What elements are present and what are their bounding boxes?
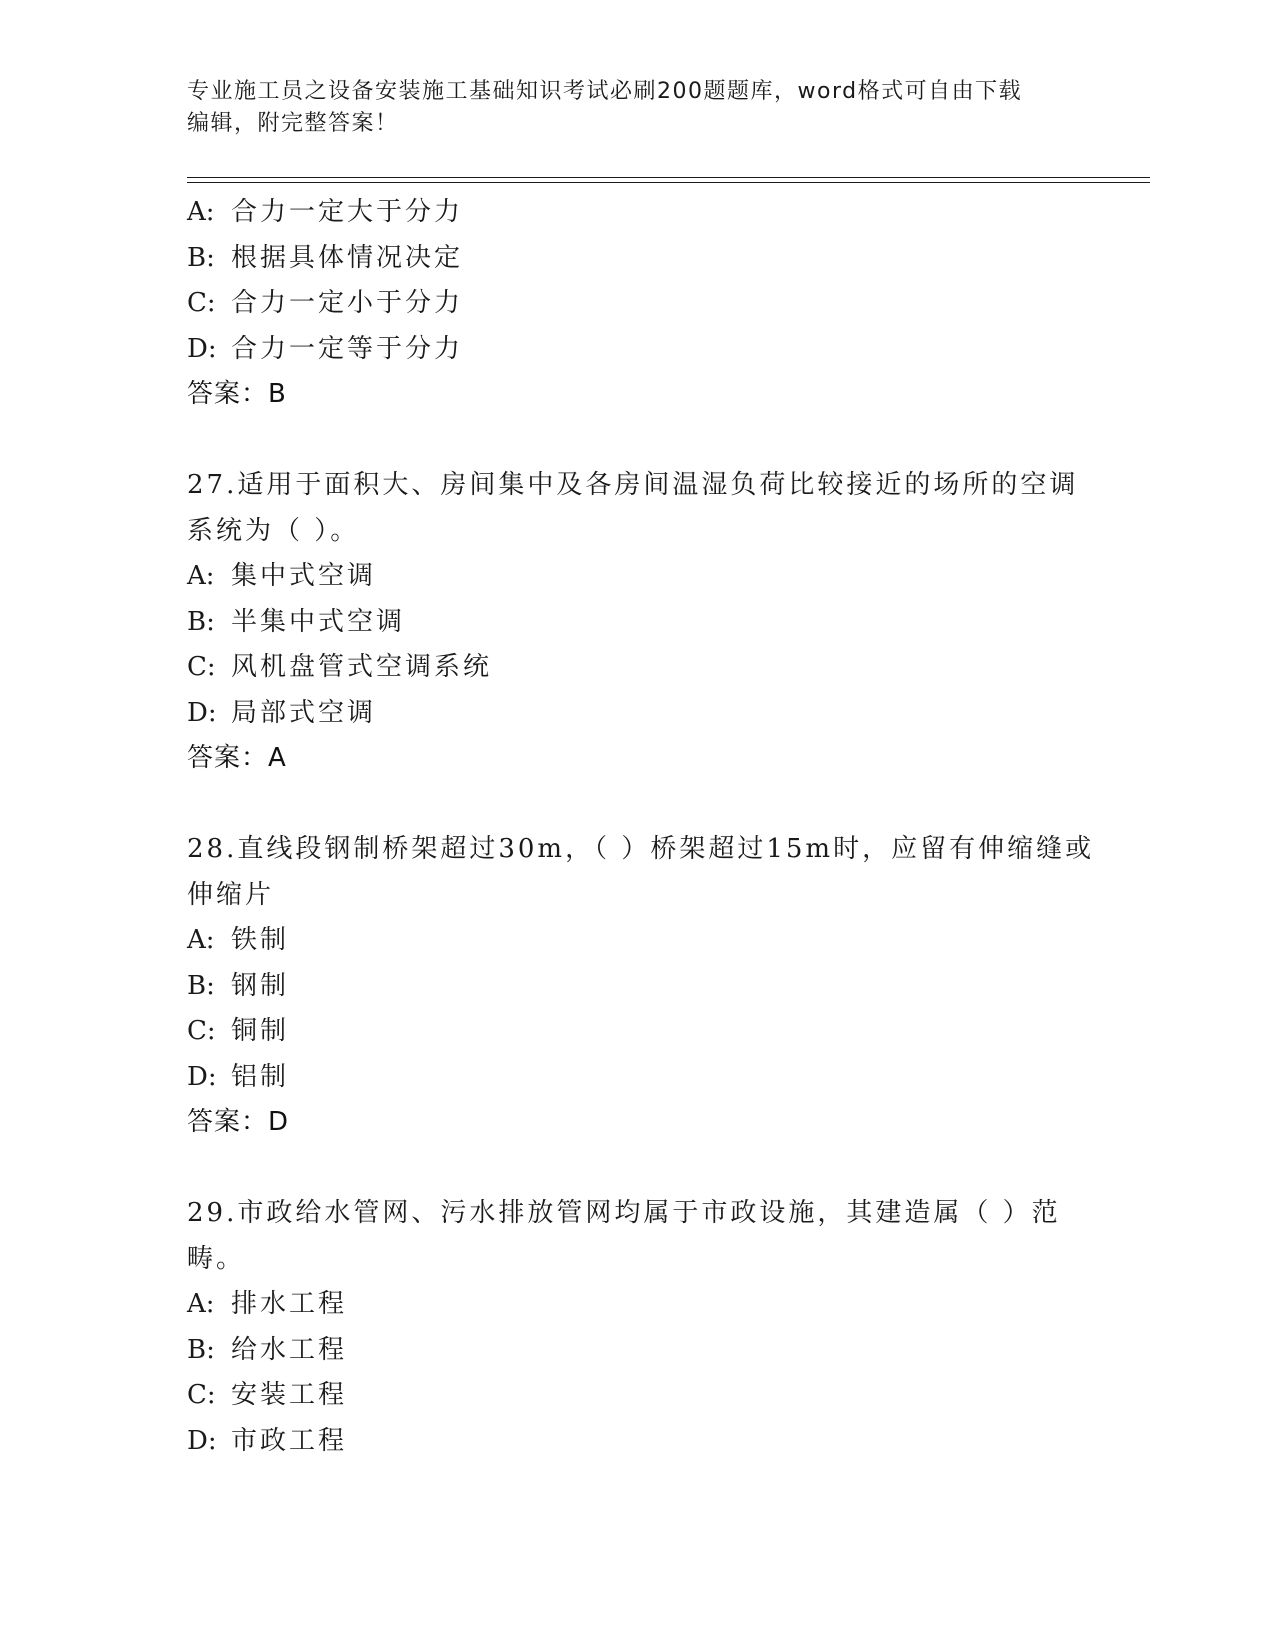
option-b bbox=[187, 964, 1107, 1010]
option-text: 市政工程 bbox=[231, 1425, 348, 1456]
option-c bbox=[187, 645, 1107, 691]
option-c bbox=[187, 1009, 1107, 1055]
option-letter: C: bbox=[187, 288, 216, 318]
option-letter: D: bbox=[187, 1061, 217, 1092]
spacer bbox=[187, 1146, 1107, 1192]
option-a bbox=[187, 190, 1107, 236]
option-b bbox=[187, 600, 1107, 646]
option-d bbox=[187, 691, 1107, 737]
option-letter: B: bbox=[187, 606, 215, 637]
option-letter: C: bbox=[187, 1380, 216, 1410]
header-line-1: 专业施工员之设备安装施工基础知识考试必刷200题题库，word格式可自由下载 bbox=[187, 79, 1023, 104]
spacer bbox=[187, 418, 1107, 464]
option-text: 半集中式空调 bbox=[231, 606, 406, 637]
question-26 bbox=[187, 190, 1107, 418]
option-b bbox=[187, 236, 1107, 282]
question-stem-line-1: 28.直线段钢制桥架超过30m，（ ）桥架超过15m时，应留有伸缩缝或 bbox=[187, 834, 1095, 864]
option-letter: D: bbox=[187, 333, 217, 364]
answer-line: 答案：B bbox=[187, 379, 287, 409]
question-stem-line-1: 29.市政给水管网、污水排放管网均属于市政设施，其建造属（ ）范 bbox=[187, 1198, 1061, 1228]
spacer bbox=[187, 782, 1107, 828]
question-stem-line-1: 27.适用于面积大、房间集中及各房间温湿负荷比较接近的场所的空调 bbox=[187, 470, 1079, 500]
question-29 bbox=[187, 1191, 1107, 1464]
header-line-2: 编辑，附完整答案！ bbox=[187, 111, 399, 136]
option-letter: D: bbox=[187, 697, 217, 728]
option-text: 合力一定小于分力 bbox=[231, 288, 464, 318]
option-text: 合力一定大于分力 bbox=[231, 197, 464, 227]
option-a bbox=[187, 554, 1107, 600]
option-letter: D: bbox=[187, 1425, 217, 1456]
option-text: 局部式空调 bbox=[231, 697, 377, 728]
option-letter: A: bbox=[187, 925, 215, 955]
option-letter: C: bbox=[187, 652, 216, 682]
answer-line: 答案：D bbox=[187, 1107, 290, 1137]
question-stem-line-2: 畴。 bbox=[187, 1243, 246, 1274]
option-text: 钢制 bbox=[231, 970, 290, 1001]
option-c bbox=[187, 1373, 1107, 1419]
option-text: 安装工程 bbox=[231, 1380, 348, 1410]
header-rule-top bbox=[187, 177, 1150, 178]
option-letter: B: bbox=[187, 242, 215, 273]
option-letter: A: bbox=[187, 561, 215, 591]
option-text: 铝制 bbox=[231, 1061, 290, 1092]
answer-line: 答案：A bbox=[187, 743, 287, 773]
option-text: 集中式空调 bbox=[231, 561, 377, 591]
option-letter: A: bbox=[187, 1289, 215, 1319]
option-letter: B: bbox=[187, 970, 215, 1001]
option-d bbox=[187, 327, 1107, 373]
option-text: 合力一定等于分力 bbox=[231, 333, 464, 364]
option-text: 排水工程 bbox=[231, 1289, 348, 1319]
document-header bbox=[187, 76, 1067, 140]
option-text: 给水工程 bbox=[231, 1334, 348, 1365]
question-27 bbox=[187, 463, 1107, 782]
option-letter: C: bbox=[187, 1016, 216, 1046]
option-d bbox=[187, 1419, 1107, 1465]
option-a bbox=[187, 918, 1107, 964]
question-28 bbox=[187, 827, 1107, 1146]
option-letter: A: bbox=[187, 197, 215, 227]
option-text: 根据具体情况决定 bbox=[231, 242, 464, 273]
header-rule-bottom bbox=[187, 182, 1150, 183]
option-text: 铜制 bbox=[231, 1016, 290, 1046]
option-a bbox=[187, 1282, 1107, 1328]
question-list bbox=[187, 190, 1107, 1464]
option-b bbox=[187, 1328, 1107, 1374]
question-stem-line-2: 系统为（ ）。 bbox=[187, 515, 360, 546]
option-c bbox=[187, 281, 1107, 327]
option-text: 铁制 bbox=[231, 925, 290, 955]
option-letter: B: bbox=[187, 1334, 215, 1365]
option-d bbox=[187, 1055, 1107, 1101]
option-text: 风机盘管式空调系统 bbox=[231, 652, 493, 682]
question-stem-line-2: 伸缩片 bbox=[187, 879, 275, 910]
